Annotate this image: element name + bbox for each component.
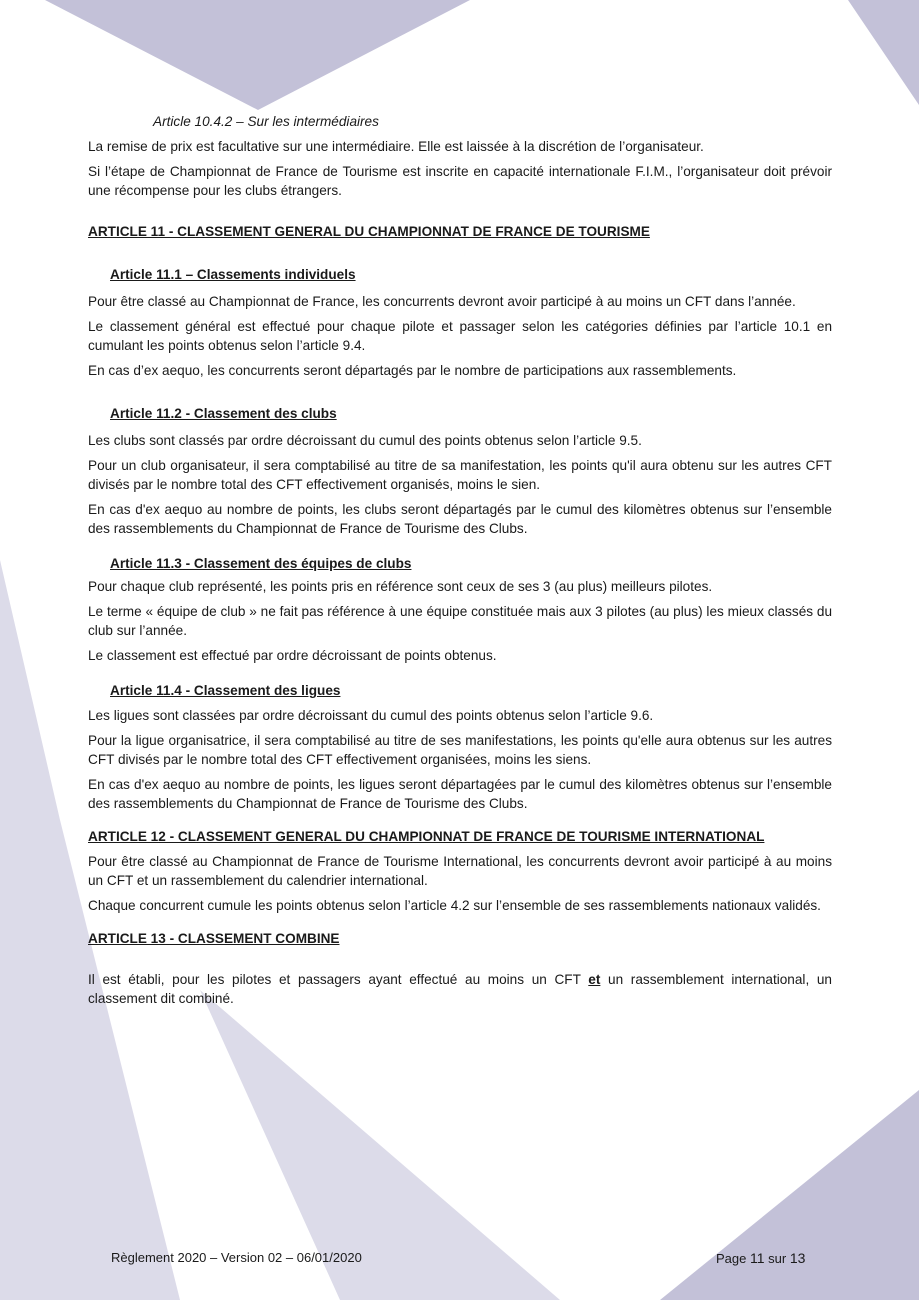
paragraph: Les clubs sont classés par ordre décroissant du cumul des points obtenus selon l’article 9.5. [88, 433, 642, 448]
paragraph: La remise de prix est facultative sur une intermédiaire. Elle est laissée à la discrétion de l’organisateur. [88, 139, 704, 154]
article-11-2-heading: Article 11.2 - Classement des clubs [110, 406, 337, 421]
text-run: Il est établi, pour les pilotes et passagers ayant effectué au moins un CFT [88, 972, 589, 987]
article-11-1-heading: Article 11.1 – Classements individuels [110, 267, 356, 282]
emphasis-et: et [588, 972, 601, 987]
page-mid: sur [764, 1251, 790, 1266]
top-right-triangle [848, 0, 919, 105]
paragraph [88, 970, 832, 1008]
article-12-heading: ARTICLE 12 - CLASSEMENT GENERAL DU CHAMPIONNAT DE FRANCE DE TOURISME INTERNATIONAL [88, 829, 765, 844]
paragraph: Pour la ligue organisatrice, il sera comptabilisé au titre de ses manifestations, les points qu'elle aura obtenus sur les autres CFT divisés par le nombre total des CFT effectivement organisées, moins les siens. [88, 733, 832, 767]
paragraph: Le classement général est effectué pour chaque pilote et passager selon les catégories définies par l’article 10.1 en cumulant les points obtenus selon l’article 9.4. [88, 319, 832, 353]
footer-page-number [716, 1250, 805, 1266]
article-13-heading: ARTICLE 13 - CLASSEMENT COMBINE [88, 931, 340, 946]
article-10-4-2-heading: Article 10.4.2 – Sur les intermédiaires [153, 114, 379, 129]
paragraph: Si l’étape de Championnat de France de Tourisme est inscrite en capacité internationale F.I.M., l’organisateur doit prévoir une récompense pour les clubs étrangers. [88, 164, 832, 198]
page-total: 13 [789, 1250, 806, 1266]
article-11-4-heading: Article 11.4 - Classement des ligues [110, 683, 341, 698]
paragraph: Pour un club organisateur, il sera comptabilisé au titre de sa manifestation, les points qu'il aura obtenu sur les autres CFT divisés par le nombre total des CFT effectivement organisés, moins le sien. [88, 458, 832, 492]
paragraph: Chaque concurrent cumule les points obtenus selon l’article 4.2 sur l’ensemble de ses rassemblements nationaux validés. [88, 898, 821, 913]
paragraph: En cas d’ex aequo, les concurrents seront départagés par le nombre de participations aux rassemblements. [88, 363, 737, 378]
paragraph: Le terme « équipe de club » ne fait pas référence à une équipe constituée mais aux 3 pilotes (au plus) les mieux classés du club sur l’année. [88, 604, 832, 638]
paragraph: Pour chaque club représenté, les points pris en référence sont ceux de ses 3 (au plus) meilleurs pilotes. [88, 579, 713, 594]
paragraph: En cas d'ex aequo au nombre de points, les clubs seront départagés par le cumul des kilomètres obtenus sur l’ensemble des rassemblements du Championnat de France de Tourisme des Clubs. [88, 502, 832, 536]
article-11-heading: ARTICLE 11 - CLASSEMENT GENERAL DU CHAMPIONNAT DE FRANCE DE TOURISME [88, 224, 650, 239]
paragraph: En cas d'ex aequo au nombre de points, les ligues seront départagées par le cumul des kilomètres obtenus sur l’ensemble des rassemblements du Championnat de France de Tourisme des Clubs. [88, 777, 832, 811]
paragraph: Les ligues sont classées par ordre décroissant du cumul des points obtenus selon l’article 9.6. [88, 708, 654, 723]
bottom-right-triangle [660, 1090, 919, 1300]
page-current: 11 [749, 1250, 765, 1266]
article-11-3-heading: Article 11.3 - Classement des équipes de clubs [110, 556, 412, 571]
top-triangle [45, 0, 470, 110]
footer-version: Règlement 2020 – Version 02 – 06/01/2020 [111, 1250, 362, 1265]
paragraph: Le classement est effectué par ordre décroissant de points obtenus. [88, 648, 497, 663]
text-run: un rassemblement international, un classement dit combiné. [88, 972, 832, 1006]
document-body [88, 112, 832, 1014]
paragraph: Pour être classé au Championnat de France de Tourisme International, les concurrents devront avoir participé à au moins un CFT et un rassemblement du calendrier international. [88, 854, 832, 888]
page-prefix: Page [716, 1251, 750, 1266]
paragraph: Pour être classé au Championnat de France, les concurrents devront avoir participé à au moins un CFT dans l’année. [88, 294, 796, 309]
